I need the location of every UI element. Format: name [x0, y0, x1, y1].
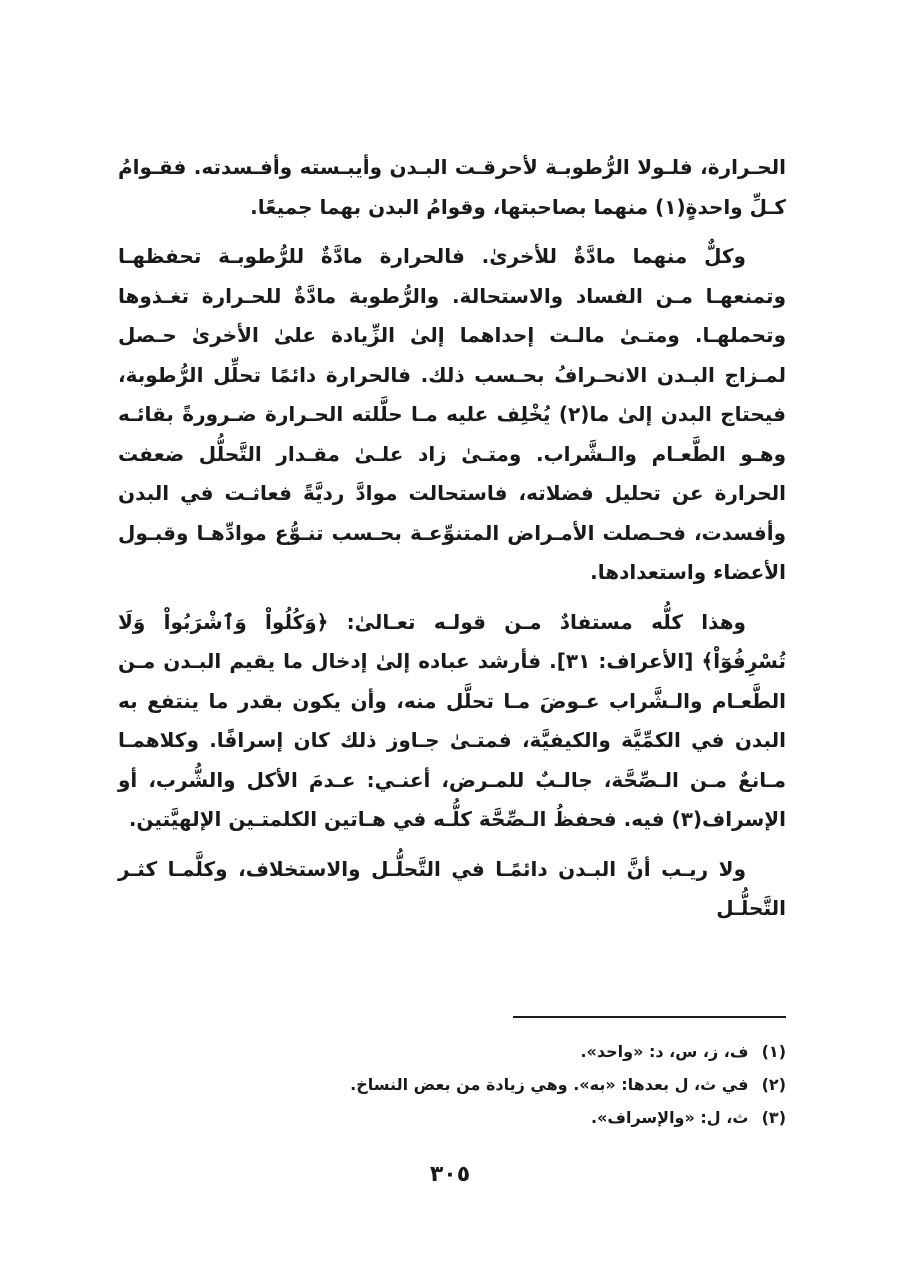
- footnote-text: في ث، ل بعدها: «به». وهي زيادة من بعض النساخ.: [350, 1075, 749, 1094]
- footnote-text: ث، ل: «والإسراف».: [590, 1108, 749, 1127]
- footnote-3: [300, 1101, 786, 1134]
- footnote-1: [300, 1035, 786, 1068]
- footnote-2: [300, 1068, 786, 1101]
- footnote-number: (١): [761, 1042, 786, 1061]
- paragraph-1: الحـرارة، فلـولا الرُّطوبـة لأحرقـت البـدن وأيبـسته وأفـسدته. فقـوامُ كـلِّ واحدةٍ(١) منهما بصاحبتها، وقوامُ البدن بهما جميعًا.: [118, 155, 786, 219]
- paragraph-3: وهذا كلُّه مستفادٌ مـن قولـه تعـالىٰ: ﴿وَكُلُواْ وَٱشْرَبُواْ وَلَا تُسْرِفُوٓاْ﴾ [الأعراف: ٣١]. فأرشد عباده إلىٰ إدخال ما يقيم البـدن مـن الطَّعـام والـشَّراب عـوضَ مـا تحلَّل منه، وأن يكون بقدر ما ينتفع به البدن في الكمِّيَّة والكيفيَّة، فمتـىٰ جـاوز ذلك كان إسرافًا. وكلاهمـا مـانعٌ مـن الـصِّحَّة، جالـبٌ للمـرض، أعنـي: عـدمَ الأكل والشُّرب، أو الإسراف(٣) فيه. فحفظُ الـصِّحَّة كلُّـه في هـاتين الكلمتـين الإلهيَّتين.: [118, 609, 786, 831]
- paragraph-4: ولا ريـب أنَّ البـدن دائمًـا في التَّحلُّـل والاستخلاف، وكلَّمـا كثـر التَّحلُّـل: [118, 856, 786, 920]
- footnotes: [300, 1035, 786, 1134]
- page-body: [118, 148, 786, 929]
- footnote-divider: [513, 1016, 786, 1018]
- footnote-number: (٢): [761, 1075, 786, 1094]
- footnote-text: ف، ز، س، د: «واحد».: [580, 1042, 749, 1061]
- footnote-number: (٣): [761, 1108, 786, 1127]
- paragraph-2: وكلٌّ منهما مادَّةٌ للأخرىٰ. فالحرارة مادَّةٌ للرُّطوبـة تحفظهـا وتمنعهـا مـن الفساد والاستحالة. والرُّطوبة مادَّةٌ للحـرارة تغـذوها وتحملهـا. ومتـىٰ مالـت إحداهما إلىٰ الزِّيادة علىٰ الأخرىٰ حـصل لمـزاج البـدن الانحـرافُ بحـسب ذلك. فالحرارة دائمًا تحلِّل الرُّطوبة، فيحتاج البدن إلىٰ ما(٢) يُخْلِف عليه مـا حلَّلته الحـرارة ضـرورةً بقائـه وهـو الطَّعـام والـشَّراب. ومتـىٰ زاد علـىٰ مقـدار التَّحلُّل ضعفت الحرارة عن تحليل فضلاته، فاستحالت موادَّ رديَّةً فعاثـت في البدن وأفسدت، فحـصلت الأمـراض المتنوِّعـة بحـسب تنـوُّع موادِّهـا وقبـول الأعضاء واستعدادها.: [118, 244, 786, 584]
- page-number: ٣٠٥: [429, 1162, 471, 1187]
